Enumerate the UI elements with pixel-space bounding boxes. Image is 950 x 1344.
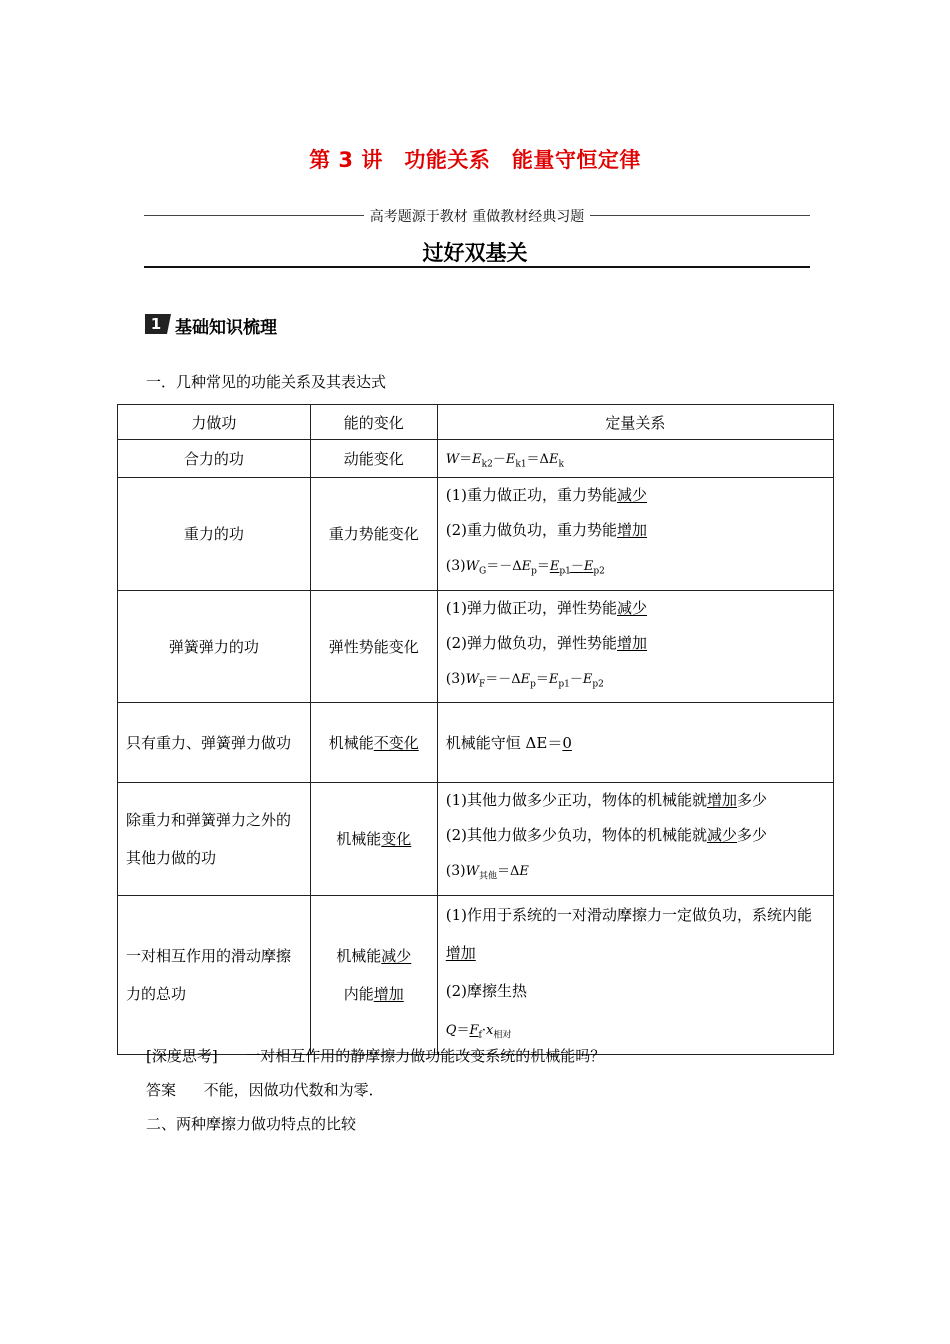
table-row — [118, 703, 834, 783]
answer-text: 不能，因做功代数和为零． — [203, 1081, 384, 1099]
change-cell: 机械能减少 内能增加 — [310, 895, 437, 1055]
formula: $W_{其他}=\Delta E$ — [465, 864, 529, 882]
table-row — [118, 783, 834, 896]
relation-text: (2)弹力做负功，弹性势能 — [445, 633, 618, 652]
blank-answer: 增加 — [373, 985, 404, 1004]
table-row — [118, 895, 834, 1055]
part1-title: 一．几种常见的功能关系及其表达式 — [146, 373, 387, 391]
blank-answer: 减少 — [617, 598, 648, 617]
blank-answer: 增加 — [617, 633, 648, 652]
banner-text: 高考题源于教材 重做教材经典习题 — [364, 209, 590, 225]
relation-text: (1)重力做正功，重力势能 — [445, 486, 618, 504]
answer — [146, 1079, 384, 1100]
work-cell: 除重力和弹簧弹力之外的其他力做的功 — [118, 783, 311, 896]
think-label: [深度思考] — [146, 1047, 218, 1065]
work-cell: 重力的功 — [118, 478, 311, 591]
page-title: 第 3 讲 功能关系 能量守恒定律 — [309, 148, 641, 172]
formula: $W_F=-\Delta E_p=E_{p1}-E_{p2}$ — [465, 671, 604, 690]
section-number-badge: 1 — [145, 314, 167, 334]
change-cell: 机械能变化 — [310, 783, 437, 896]
think-question: 一对相互作用的静摩擦力做功能改变系统的机械能吗？ — [245, 1047, 606, 1065]
table-row — [118, 590, 834, 703]
relation-text: (2)重力做负功，重力势能 — [445, 521, 618, 539]
heading-rule — [144, 266, 810, 268]
change-cell: 机械能不变化 — [310, 703, 437, 783]
relation-cell — [437, 895, 833, 1055]
banner — [144, 206, 810, 226]
change-cell: 重力势能变化 — [310, 478, 437, 591]
blank-answer: 0 — [562, 734, 572, 753]
table-header: 定量关系 — [437, 405, 833, 440]
relation-text: (1)弹力做正功，弹性势能 — [445, 598, 618, 617]
answer-label: 答案 — [146, 1081, 177, 1099]
relation-cell: (1)重力做正功，重力势能减少 (2)重力做负功，重力势能增加 $(3)W_G=-\Delta E_p=E_{p1}-E_{p2}$ — [437, 478, 833, 591]
formula: $W_G=-\Delta E_p=E_{p1}-E_{p2}$ — [465, 559, 605, 577]
relation-text: (1)作用于系统的一对滑动摩擦力一定做负功，系统内能 — [445, 905, 813, 924]
relation-text: (2)摩擦生热 — [445, 981, 528, 1000]
section-heading: 过好双基关 — [422, 241, 528, 265]
work-energy-table — [117, 404, 834, 1055]
relation-text: (1)其他力做多少正功，物体的机械能就 — [445, 791, 708, 810]
work-cell: 只有重力、弹簧弹力做功 — [118, 703, 311, 783]
work-cell: 一对相互作用的滑动摩擦力的总功 — [118, 895, 311, 1055]
change-cell: 动能变化 — [310, 440, 437, 478]
table-row — [118, 440, 834, 478]
blank-answer: 不变化 — [373, 734, 419, 753]
blank-answer: 变化 — [381, 830, 412, 849]
work-cell: 弹簧弹力的功 — [118, 590, 311, 703]
blank-answer: 增加 — [707, 791, 738, 810]
work-cell: 合力的功 — [118, 440, 311, 478]
formula: $Q=F_f\cdot x_{相对}$ — [445, 1022, 512, 1041]
blank-answer: 减少 — [707, 826, 738, 845]
relation-text: (2)其他力做多少负功，物体的机械能就 — [445, 826, 708, 845]
formula-cell — [437, 440, 833, 478]
blank-answer: 减少 — [617, 486, 648, 504]
part2-title: 二、两种摩擦力做功特点的比较 — [146, 1115, 357, 1133]
relation-cell: (1)其他力做多少正功，物体的机械能就增加多少 (2)其他力做多少负功，物体的机械能就减少多少 $(3)W_{其他}=\Delta E$ — [437, 783, 833, 896]
relation-cell — [437, 703, 833, 783]
blank-answer: 增加 — [445, 943, 476, 962]
table-header: 能的变化 — [310, 405, 437, 440]
table-row — [118, 478, 834, 591]
table-header-row — [118, 405, 834, 440]
table-header: 力做功 — [118, 405, 311, 440]
section-title: 基础知识梳理 — [175, 318, 277, 338]
blank-answer: 减少 — [381, 947, 412, 966]
blank-answer: 增加 — [617, 521, 648, 539]
relation-cell: (1)弹力做正功，弹性势能减少 (2)弹力做负功，弹性势能增加 $(3)W_F=-\Delta E_p=E_{p1}-E_{p2}$ — [437, 590, 833, 703]
formula: $W=E_{k2}-E_{k1}=\Delta E_k$ — [445, 451, 564, 470]
change-cell: 弹性势能变化 — [310, 590, 437, 703]
relation-text: 机械能守恒 ΔE＝ — [445, 734, 563, 753]
deep-thinking — [146, 1045, 605, 1066]
